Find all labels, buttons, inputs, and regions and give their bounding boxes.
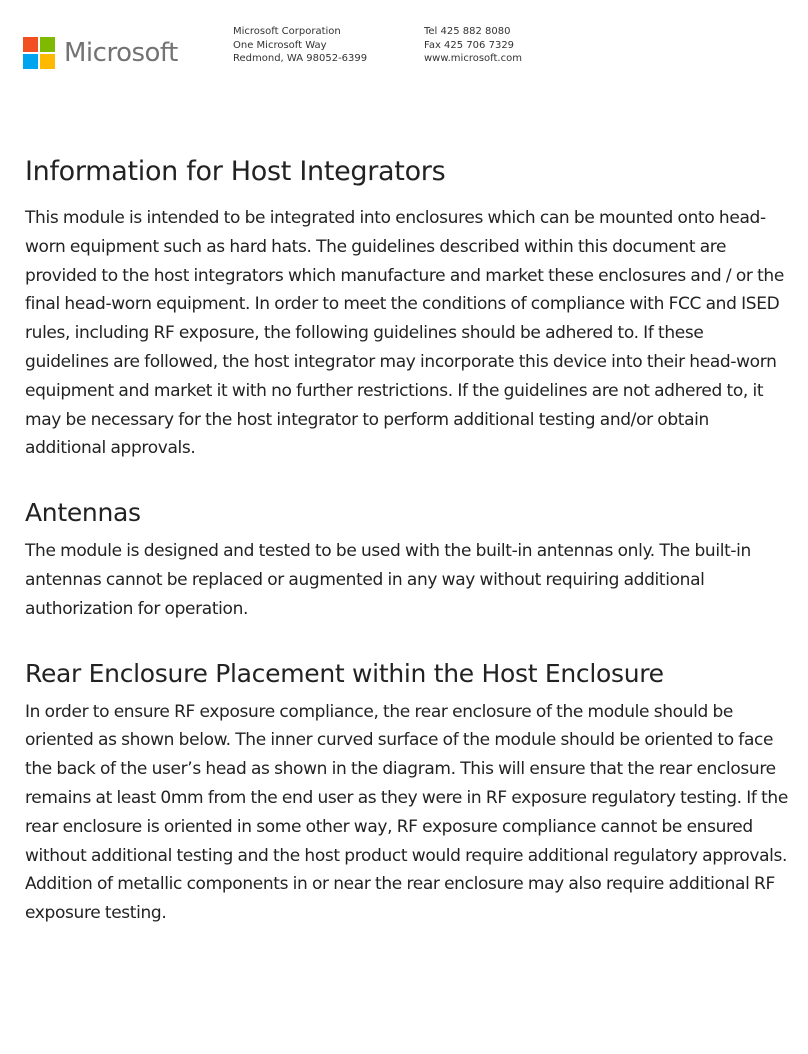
microsoft-logo: [23, 37, 178, 69]
document-body: [25, 150, 790, 928]
company-address: [233, 25, 367, 66]
section-heading: Information for Host Integrators: [25, 156, 446, 187]
windows-logo-icon: [23, 37, 55, 69]
fax-line: Fax 425 706 7329: [424, 39, 515, 51]
section-host-integrators: [25, 150, 790, 463]
phone-line: Tel 425 882 8080: [424, 26, 511, 37]
logo-square-yellow: [40, 54, 55, 69]
logo-wordmark: Microsoft: [64, 38, 178, 68]
logo-square-red: [23, 37, 38, 52]
section-rear-enclosure: [25, 654, 790, 928]
logo-square-green: [40, 37, 55, 52]
letterhead: [0, 0, 808, 110]
section-antennas: [25, 493, 790, 623]
section-paragraph: In order to ensure RF exposure compliance, the rear enclosure of the module should be oriented as shown below. The inner curved surface of the module should be oriented to face the back of the user’s head as shown in the diagram. This will ensure that the rear enclosure remains at least 0mm from the end user as they were in RF exposure regulatory testing. If the rear enclosure is oriented in some other way, RF exposure compliance cannot be ensured without additional testing and the host product would require additional regulatory approvals. Addition of metallic components in or near the rear enclosure may also require additional RF exposure testing.: [25, 701, 788, 924]
address-line: Redmond, WA 98052-6399: [233, 53, 368, 64]
company-contact: [424, 25, 522, 66]
section-paragraph: This module is intended to be integrated into enclosures which can be mounted onto head-worn equipment such as hard hats. The guidelines described within this document are provided to the host integrators which manufacture and market these enclosures and / or the final head-worn equipment. In order to meet the conditions of compliance with FCC and ISED rules, including RF exposure, the following guidelines should be adhered to. If these guidelines are followed, the host integrator may incorporate this device into their head-worn equipment and market it with no further restrictions. If the guidelines are not adhered to, it may be necessary for the host integrator to perform additional testing and/or obtain additional approvals.: [25, 208, 784, 459]
address-line: One Microsoft Way: [233, 39, 327, 51]
section-heading: Rear Enclosure Placement within the Host Enclosure: [25, 658, 664, 688]
website-line: www.microsoft.com: [424, 53, 522, 64]
address-line: Microsoft Corporation: [233, 26, 341, 37]
logo-square-blue: [23, 54, 38, 69]
section-paragraph: The module is designed and tested to be used with the built-in antennas only. The built-in antennas cannot be replaced or augmented in any way without requiring additional authorization for operation.: [25, 541, 751, 619]
section-heading: Antennas: [25, 498, 141, 528]
